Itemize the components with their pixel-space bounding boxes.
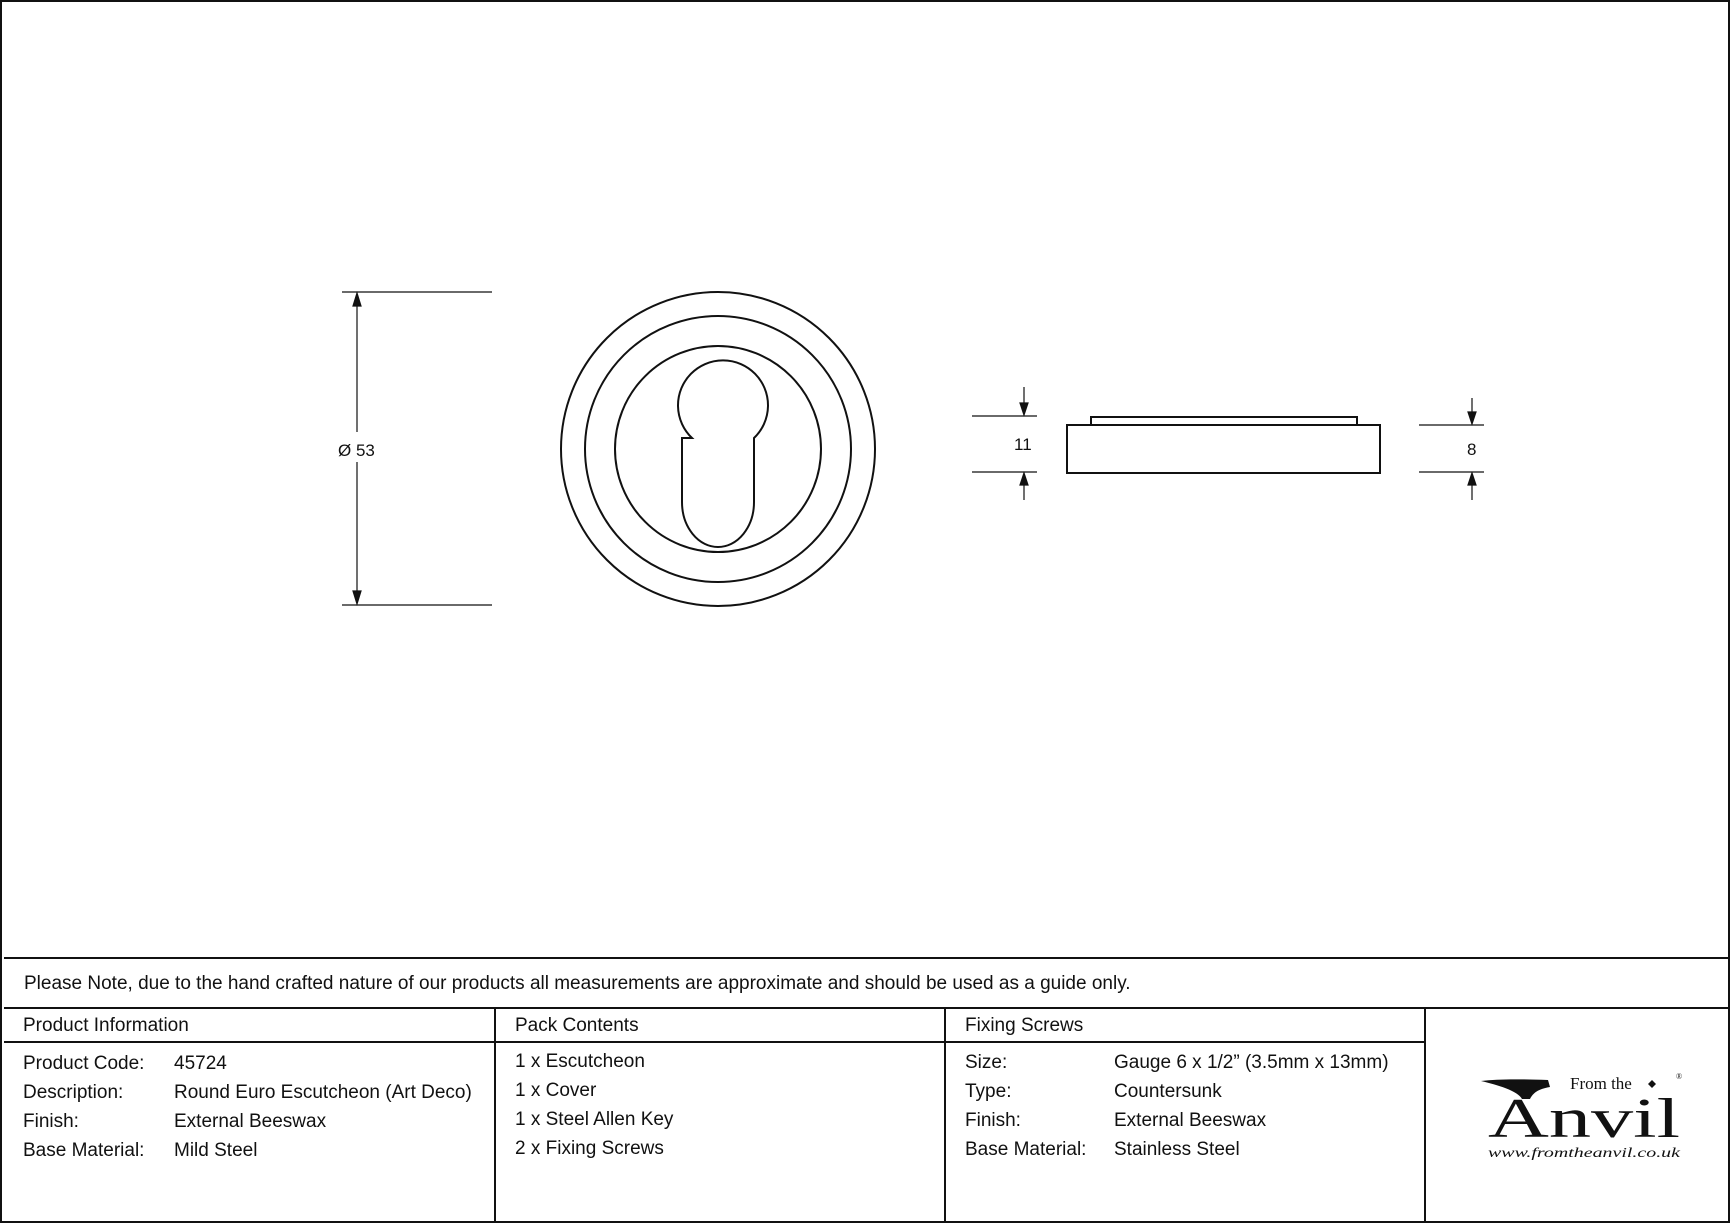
pack-contents-title: Pack Contents <box>515 1015 639 1036</box>
measurement-note <box>4 957 1730 1009</box>
row-value: External Beeswax <box>174 1111 327 1132</box>
info-panel <box>2 957 1730 1225</box>
diameter-label: Ø 53 <box>338 441 375 460</box>
pack-contents-header <box>496 1009 944 1043</box>
row-label: Product Code: <box>23 1053 145 1074</box>
from-the-anvil-logo <box>1478 1067 1688 1167</box>
row-label: Base Material: <box>965 1139 1087 1160</box>
screw-finish-row <box>946 1110 1424 1139</box>
measurement-note-text: Please Note, due to the hand crafted nature of our products all measurements are approximate and should be used as a guide only. <box>24 973 1131 994</box>
base-material-row <box>4 1140 494 1169</box>
fixing-screws-header <box>946 1009 1424 1043</box>
escutcheon-side-view <box>1067 417 1380 473</box>
pack-item: 1 x Escutcheon <box>515 1051 645 1072</box>
finish-row <box>4 1111 494 1140</box>
row-value: Mild Steel <box>174 1140 258 1161</box>
logo-anvil-wordmark: Anvil <box>1488 1088 1680 1150</box>
logo-registered: ® <box>1676 1072 1683 1081</box>
description-row <box>4 1082 494 1111</box>
product-code-row <box>4 1053 494 1082</box>
row-label: Description: <box>23 1082 124 1103</box>
row-label: Size: <box>965 1052 1008 1073</box>
logo-from-the: From the <box>1570 1074 1632 1093</box>
row-value: 45724 <box>174 1053 227 1074</box>
fixing-screws-title: Fixing Screws <box>965 1015 1084 1036</box>
overall-height-label: 11 <box>1014 435 1032 454</box>
fixing-screws-section <box>946 1009 1426 1223</box>
product-information-section <box>4 1009 496 1223</box>
row-label: Type: <box>965 1081 1012 1102</box>
pack-item: 1 x Steel Allen Key <box>515 1109 674 1130</box>
product-information-header <box>4 1009 494 1043</box>
row-value: Round Euro Escutcheon (Art Deco) <box>174 1082 472 1103</box>
base-height-label: 8 <box>1467 440 1477 459</box>
pack-item: 1 x Cover <box>515 1080 597 1101</box>
logo-url: www.fromtheanvil.co.uk <box>1488 1146 1682 1161</box>
keyhole-outline <box>678 360 768 547</box>
pack-contents-section <box>496 1009 946 1223</box>
row-value: External Beeswax <box>1114 1110 1267 1131</box>
row-value: Gauge 6 x 1/2” (3.5mm x 13mm) <box>1114 1052 1389 1073</box>
screw-size-row <box>946 1052 1424 1081</box>
screw-base-material-row <box>946 1139 1424 1168</box>
row-label: Finish: <box>965 1110 1021 1131</box>
technical-drawing <box>2 2 1730 962</box>
escutcheon-front-view <box>561 292 875 606</box>
screw-type-row <box>946 1081 1424 1110</box>
row-value: Countersunk <box>1114 1081 1222 1102</box>
product-information-title: Product Information <box>23 1015 189 1036</box>
row-value: Stainless Steel <box>1114 1139 1240 1160</box>
row-label: Base Material: <box>23 1140 145 1161</box>
row-label: Finish: <box>23 1111 79 1132</box>
pack-item: 2 x Fixing Screws <box>515 1138 664 1159</box>
brand-logo-section <box>1426 1009 1730 1223</box>
